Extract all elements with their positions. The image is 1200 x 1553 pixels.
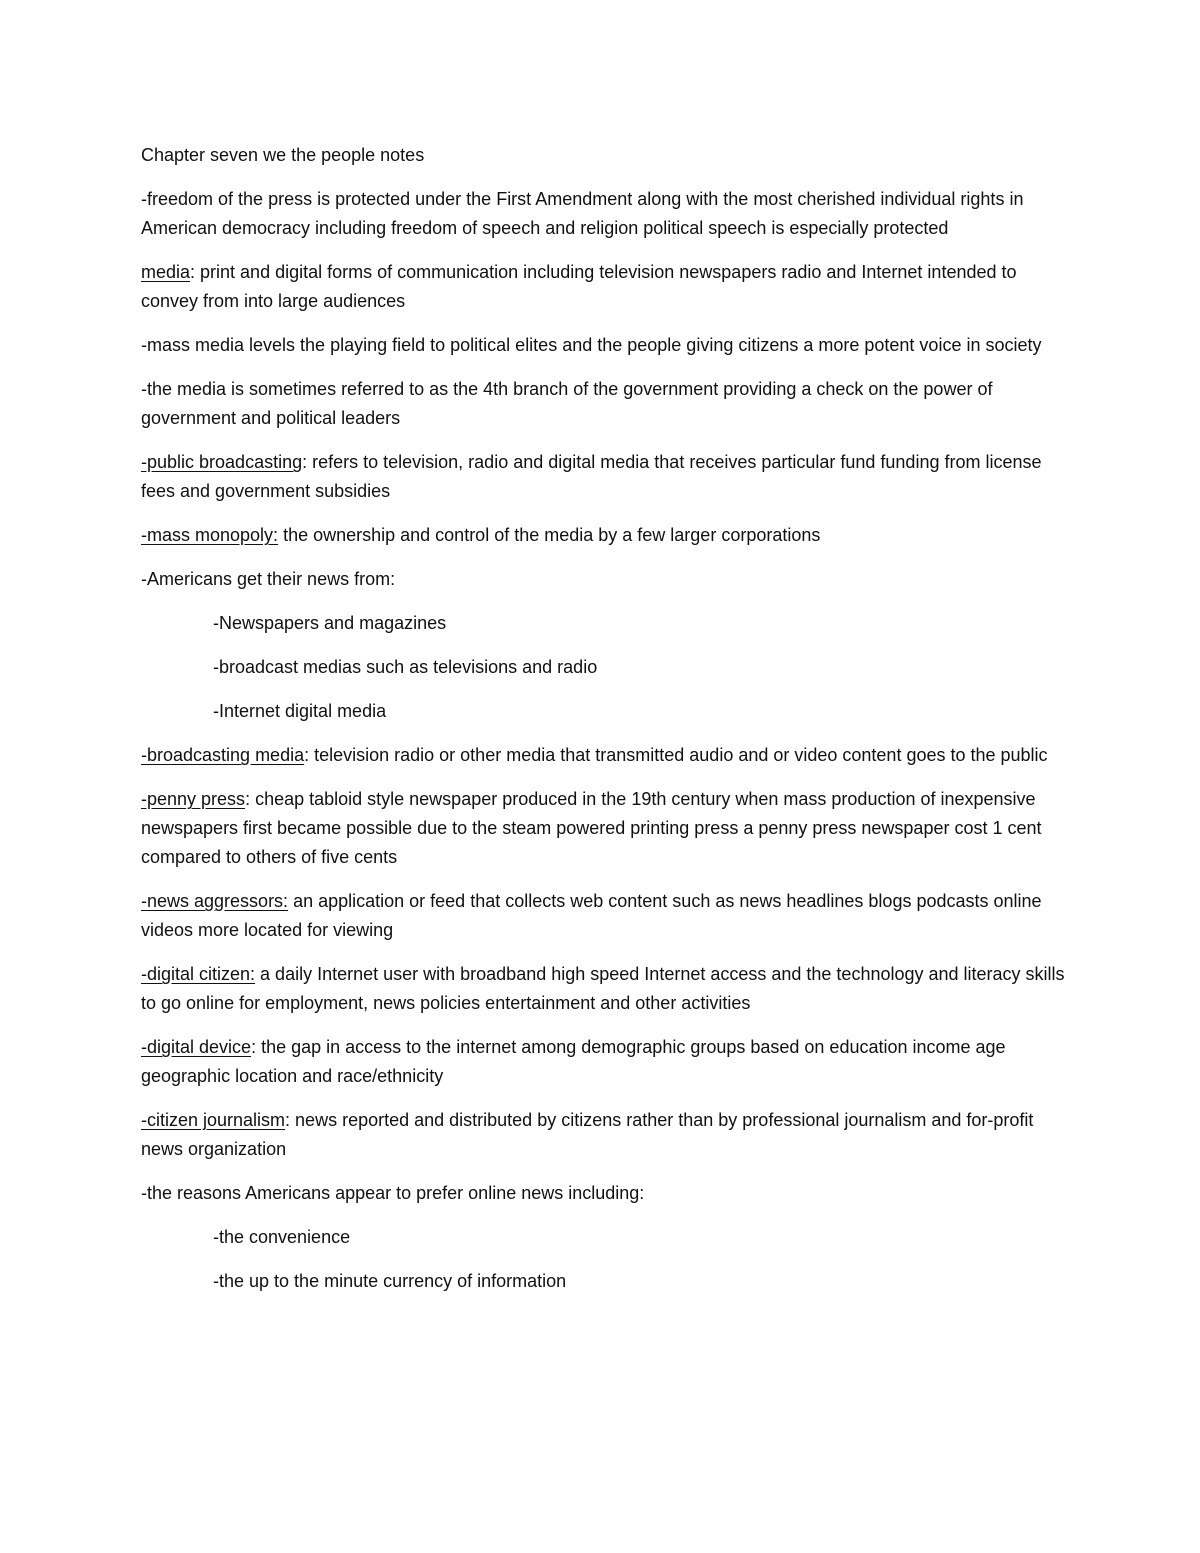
news-source-item: -broadcast medias such as televisions and radio xyxy=(213,657,598,677)
definition-text: : news reported and distributed by citizens rather than by professional journalism and for-profit news organization xyxy=(141,1110,1034,1159)
definition-text: : television radio or other media that transmitted audio and or video content goes to the public xyxy=(304,745,1048,765)
term-broadcasting-media: -broadcasting media xyxy=(141,745,305,765)
paragraph-freedom-of-press: -freedom of the press is protected under the First Amendment along with the most cherished individual rights in American democracy including freedom of speech and religion political speech is especially protected xyxy=(141,189,1024,238)
definition-text: the ownership and control of the media by a few larger corporations xyxy=(278,525,821,545)
definition-news-aggressors xyxy=(141,887,1066,945)
definition-media xyxy=(141,258,1066,316)
news-source-item: -Newspapers and magazines xyxy=(213,613,447,633)
term-citizen-journalism: -citizen journalism xyxy=(141,1110,286,1130)
term-penny-press: -penny press xyxy=(141,789,246,809)
definition-text: : the gap in access to the internet among demographic groups based on education income age geographic location and race/ethnicity xyxy=(141,1037,1006,1086)
definition-text: : print and digital forms of communication including television newspapers radio and Internet intended to convey from into large audiences xyxy=(141,262,1017,311)
term-digital-device: -digital device xyxy=(141,1037,252,1057)
definition-broadcasting-media xyxy=(141,741,1066,770)
reason-item: -the up to the minute currency of information xyxy=(213,1271,567,1291)
news-source-item: -Internet digital media xyxy=(213,701,387,721)
definition-text: : cheap tabloid style newspaper produced in the 19th century when mass production of inexpensive newspapers first became possible due to the steam powered printing press a penny press newspaper cost 1 cent compared to others of five cents xyxy=(141,789,1042,867)
term-media: media xyxy=(141,262,191,282)
paragraph-reasons-intro: -the reasons Americans appear to prefer online news including: xyxy=(141,1183,645,1203)
definition-citizen-journalism xyxy=(141,1106,1066,1164)
paragraph-mass-media: -mass media levels the playing field to political elites and the people giving citizens a more potent voice in society xyxy=(141,335,1042,355)
document-title: Chapter seven we the people notes xyxy=(141,145,425,165)
term-news-aggressors: -news aggressors: xyxy=(141,891,289,911)
reason-item: -the convenience xyxy=(213,1227,351,1247)
definition-text: a daily Internet user with broadband high speed Internet access and the technology and literacy skills to go online for employment, news policies entertainment and other activities xyxy=(141,964,1065,1013)
paragraph-fourth-branch: -the media is sometimes referred to as the 4th branch of the government providing a check on the power of government and political leaders xyxy=(141,379,993,428)
definition-text: : refers to television, radio and digital media that receives particular fund funding from license fees and government subsidies xyxy=(141,452,1042,501)
definition-penny-press xyxy=(141,785,1066,872)
document-body xyxy=(141,141,1066,1311)
definition-digital-citizen xyxy=(141,960,1066,1018)
definition-digital-device xyxy=(141,1033,1066,1091)
term-public-broadcasting: -public broadcasting xyxy=(141,452,303,472)
definition-public-broadcasting xyxy=(141,448,1066,506)
definition-text: an application or feed that collects web content such as news headlines blogs podcasts online videos more located for viewing xyxy=(141,891,1042,940)
paragraph-news-sources-intro: -Americans get their news from: xyxy=(141,569,396,589)
term-digital-citizen: -digital citizen: xyxy=(141,964,256,984)
term-mass-monopoly: -mass monopoly: xyxy=(141,525,279,545)
definition-mass-monopoly xyxy=(141,521,1066,550)
